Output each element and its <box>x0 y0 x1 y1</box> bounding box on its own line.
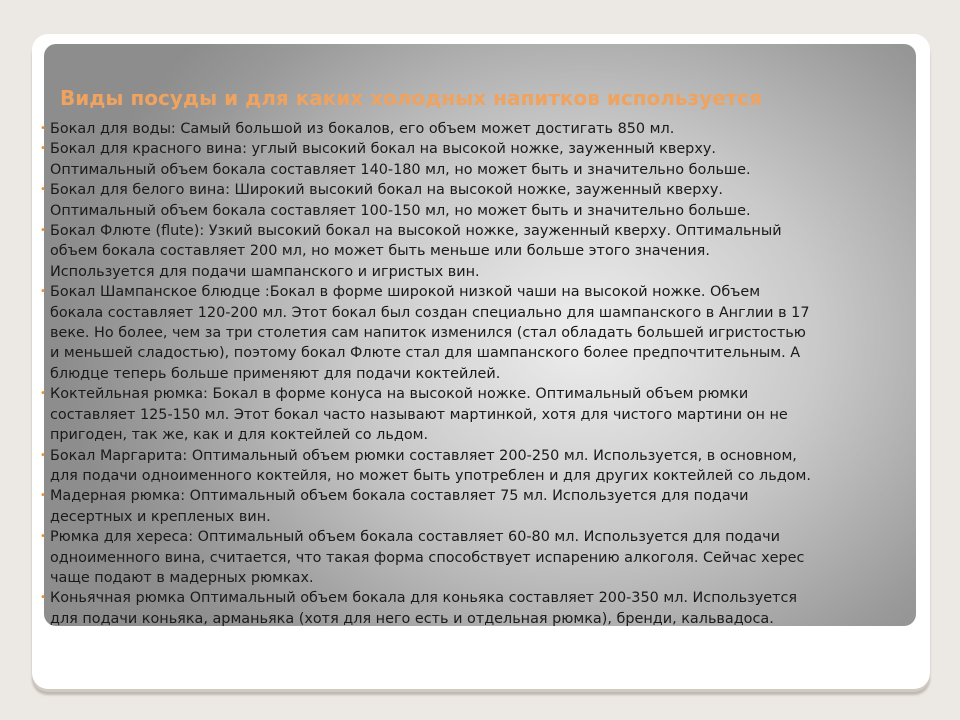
bullet-icon: • <box>40 388 46 400</box>
list-item <box>34 282 906 384</box>
slide-title: Виды посуды и для каких холодных напитков используется <box>60 86 763 110</box>
list-item <box>34 139 906 180</box>
bullet-list <box>34 119 906 629</box>
list-item <box>34 588 906 629</box>
list-item <box>34 384 906 445</box>
bullet-icon: • <box>40 286 46 298</box>
bullet-icon: • <box>40 184 46 196</box>
list-item-text: Бокал Шампанское блюдце :Бокал в форме широкой низкой чаши на высокой ножке. Объем бокала составляет 120-200 мл. Этот бокал был создан специально для шампанского в Англии в 17 веке. Но более, чем за три столетия сам напиток изменился (стал обладать большей игристостью и меньшей сладостью), поэтому бокал Флюте стал для шампанского более предпочтительным. А блюдце теперь больше применяют для подачи коктейлей. <box>50 284 810 382</box>
list-item <box>34 221 906 282</box>
list-item <box>34 486 906 527</box>
list-item <box>34 180 906 221</box>
list-item-text: Бокал для белого вина: Широкий высокий бокал на высокой ножке, зауженный кверху. Оптимальный объем бокала составляет 100-150 мл, но может быть и значительно больше. <box>50 182 751 219</box>
bullet-icon: • <box>40 143 46 155</box>
list-item-text: Бокал Маргарита: Оптимальный объем рюмки составляет 200-250 мл. Используется, в основном, для подачи одноименного коктейля, но может быть употреблен и для других коктейлей со льдом. <box>50 447 811 484</box>
list-item-text: Бокал для воды: Самый большой из бокалов, его объем может достигать 850 мл. <box>50 121 675 137</box>
list-item-text: Мадерная рюмка: Оптимальный объем бокала составляет 75 мл. Используется для подачи десертных и крепленых вин. <box>50 488 749 525</box>
bullet-icon: • <box>40 225 46 237</box>
bullet-icon: • <box>40 490 46 502</box>
list-item <box>34 446 906 487</box>
bullet-icon: • <box>40 123 46 134</box>
list-item-text: Бокал Флюте (flute): Узкий высокий бокал на высокой ножке, зауженный кверху. Оптимальный объем бокала составляет 200 мл, но может быть меньше или больше этого значения. Используется для подачи шампанского и игристых вин. <box>50 223 782 280</box>
bullet-icon: • <box>40 531 46 543</box>
list-item <box>34 119 906 139</box>
list-item-text: Коньячная рюмка Оптимальный объем бокала для коньяка составляет 200-350 мл. Используется для подачи коньяка, арманьяка (хотя для него есть и отдельная рюмка), бренди, кальвадоса. <box>50 590 798 627</box>
bullet-icon: • <box>40 449 46 461</box>
bullet-icon: • <box>40 592 46 604</box>
list-item-text: Рюмка для хереса: Оптимальный объем бокала составляет 60-80 мл. Используется для подачи одноименного вина, считается, что такая форма способствует испарению алкоголя. Сейчас херес чаще подают в мадерных рюмках. <box>50 529 805 586</box>
list-item-text: Коктейльная рюмка: Бокал в форме конуса на высокой ножке. Оптимальный объем рюмки составляет 125-150 мл. Этот бокал часто называют мартинкой, хотя для чистого мартини он не пригоден, так же, как и для коктейлей со льдом. <box>50 386 788 444</box>
list-item <box>34 527 906 588</box>
list-item-text: Бокал для красного вина: углый высокий бокал на высокой ножке, зауженный кверху. Оптимальный объем бокала составляет 140-180 мл, но может быть и значительно больше. <box>50 141 751 178</box>
